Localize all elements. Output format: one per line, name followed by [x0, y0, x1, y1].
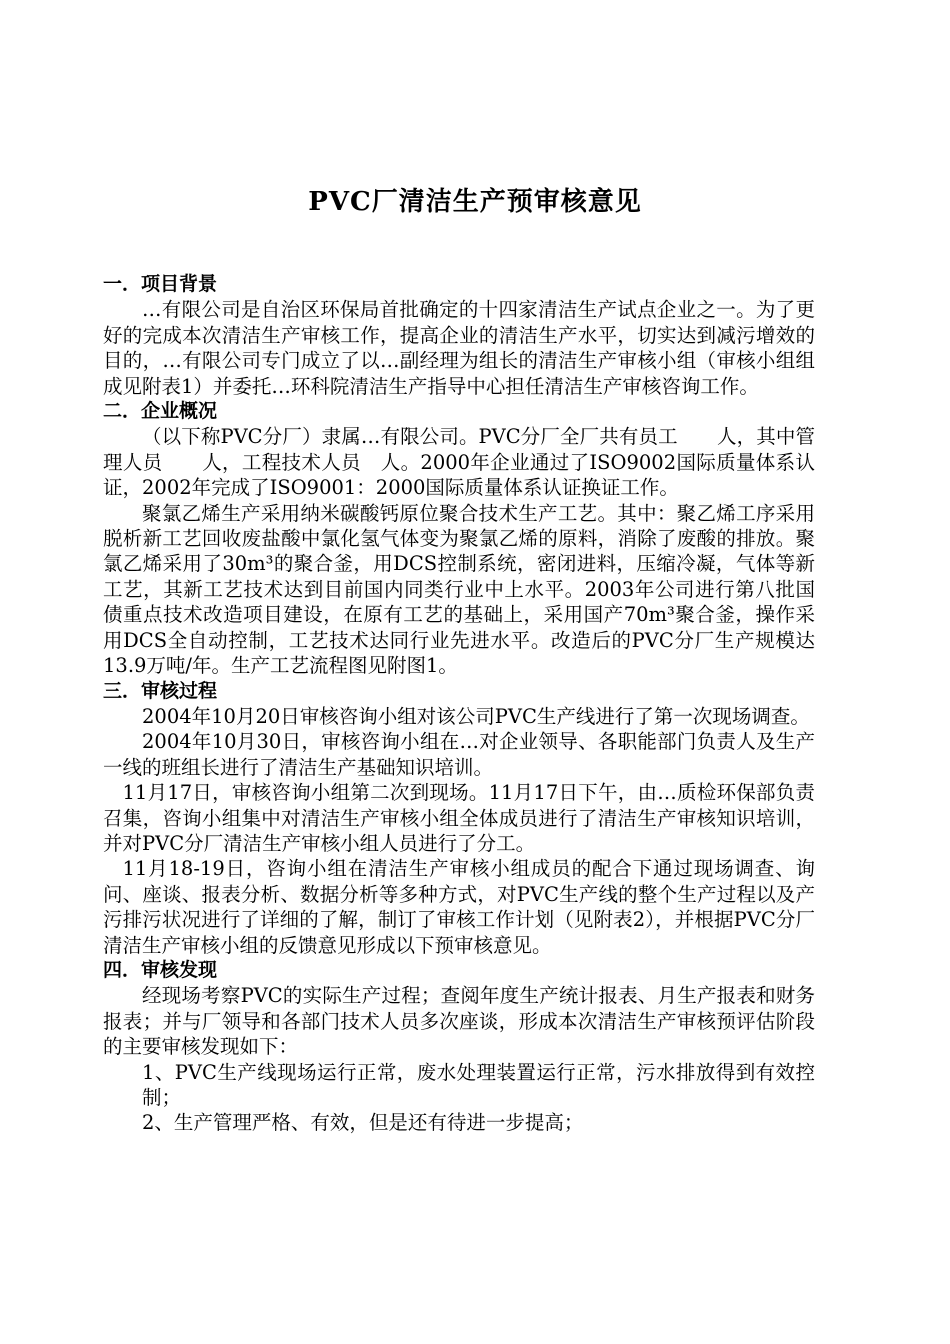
finding-item-2: 2、生产管理严格、有效，但是还有待进一步提高；: [142, 1111, 584, 1135]
paragraph-overview-staff: （以下称PVC分厂）隶属…有限公司。PVC分厂全厂共有员工 人，其中管理人员 人，工程技术人员 人。2000年企业通过了ISO9002国际质量体系认证，2002年完成了ISO9001：2000国际质量体系认证换证工作。: [103, 425, 815, 500]
paragraph-findings-intro: 经现场考察PVC的实际生产过程；查阅年度生产统计报表、月生产报表和财务报表；并与厂领导和各部门技术人员多次座谈，形成本次清洁生产审核预评估阶段的主要审核发现如下：: [103, 984, 815, 1059]
paragraph-background: …有限公司是自治区环保局首批确定的十四家清洁生产试点企业之一。为了更好的完成本次清洁生产审核工作，提高企业的清洁生产水平，切实达到减污增效的目的，…有限公司专门成立了以…副经理为组长的清洁生产审核小组（审核小组组成见附表1）并委托…环科院清洁生产指导中心担任清洁生产审核咨询工作。: [103, 298, 815, 398]
paragraph-audit-nov18: 11月18-19日，咨询小组在清洁生产审核小组成员的配合下通过现场调查、询问、座谈、报表分析、数据分析等多种方式，对PVC生产线的整个生产过程以及产污排污状况进行了详细的了解，制订了审核工作计划（见附表2），并根据PVC分厂清洁生产审核小组的反馈意见形成以下预审核意见。: [103, 857, 815, 957]
section-heading-findings: 四．审核发现: [103, 958, 218, 981]
document-body: [103, 272, 815, 1136]
section-heading-overview: 二．企业概况: [103, 400, 218, 423]
paragraph-audit-nov17: 11月17日，审核咨询小组第二次到现场。11月17日下午，由…质检环保部负责召集，咨询小组集中对清洁生产审核小组全体成员进行了清洁生产审核知识培训，并对PVC分厂清洁生产审核小组人员进行了分工。: [103, 781, 815, 855]
section-heading-background: 一．项目背景: [103, 273, 218, 295]
document-title: PVC厂清洁生产预审核意见: [308, 187, 642, 217]
section-heading-audit-process: 三．审核过程: [103, 679, 218, 702]
paragraph-overview-process: 聚氯乙烯生产采用纳米碳酸钙原位聚合技术生产工艺。其中：聚乙烯工序采用脱析新工艺回收废盐酸中氯化氢气体变为聚氯乙烯的原料，消除了废酸的排放。聚氯乙烯采用了30m³的聚合釜，用DCS控制系统，密闭进料，压缩冷凝，气体等新工艺，其新工艺技术达到目前国内同类行业中上水平。2003年公司进行第八批国债重点技术改造项目建设，在原有工艺的基础上，采用国产70m³聚合釜，操作采用DCS全自动控制，工艺技术达同行业先进水平。改造后的PVC分厂生产规模达13.9万吨/年。生产工艺流程图见附图1。: [103, 501, 815, 678]
paragraph-audit-oct30: 2004年10月30日，审核咨询小组在…对企业领导、各职能部门负责人及生产一线的班组长进行了清洁生产基础知识培训。: [103, 730, 815, 779]
paragraph-audit-oct20: 2004年10月20日审核咨询小组对该公司PVC生产线进行了第一次现场调查。: [142, 704, 810, 728]
finding-item-1: 1、PVC生产线现场运行正常，废水处理装置运行正常，污水排放得到有效控制；: [142, 1060, 815, 1109]
